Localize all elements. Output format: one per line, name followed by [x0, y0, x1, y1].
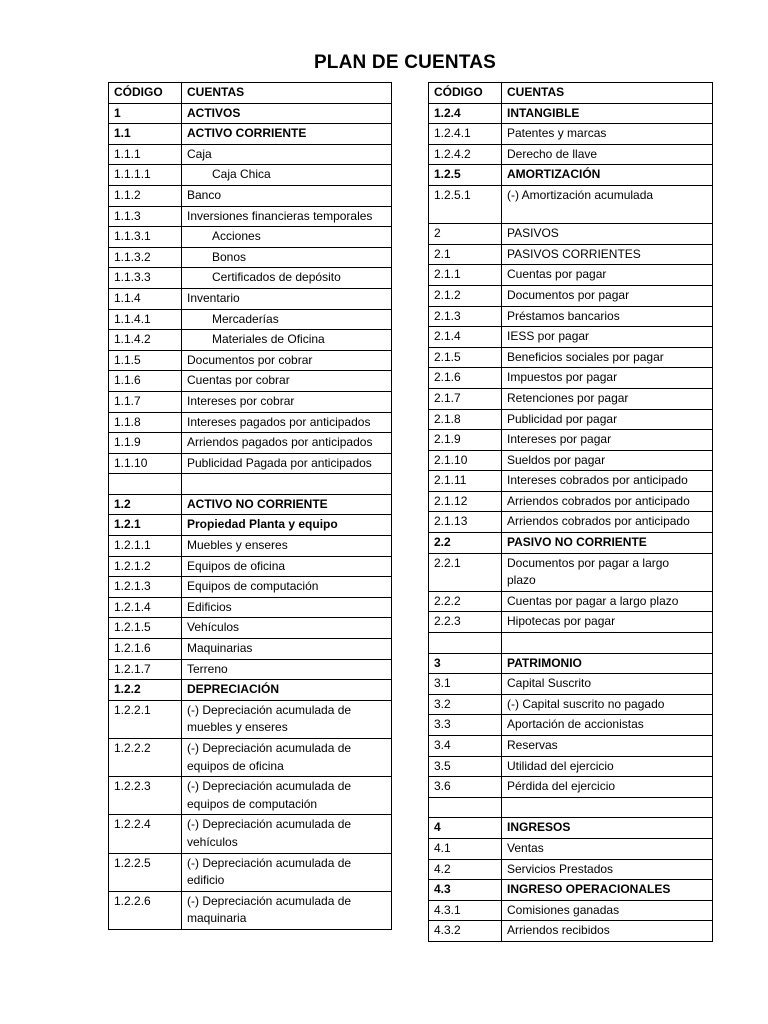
account-header: CUENTAS [182, 83, 392, 104]
table-row [109, 597, 392, 618]
account-name: Certificados de depósito [182, 268, 392, 289]
table-row [429, 471, 713, 492]
account-name [182, 891, 392, 929]
account-code: 1.2.1.7 [109, 659, 182, 680]
account-code: 1.1 [109, 124, 182, 145]
account-name: IESS por pagar [502, 327, 713, 348]
table-header-row [429, 83, 713, 104]
table-row [109, 371, 392, 392]
table-row [429, 103, 713, 124]
account-code: 2.1.5 [429, 347, 502, 368]
account-code: 1.2.2.2 [109, 739, 182, 777]
table-row [429, 409, 713, 430]
table-row [429, 715, 713, 736]
table-row [109, 103, 392, 124]
account-name: Terreno [182, 659, 392, 680]
account-name [182, 853, 392, 891]
table-row [109, 165, 392, 186]
account-name: PASIVOS CORRIENTES [502, 244, 713, 265]
account-code: 2.1.2 [429, 285, 502, 306]
account-code: 1.1.5 [109, 350, 182, 371]
table-row [429, 859, 713, 880]
account-code: 3.3 [429, 715, 502, 736]
table-row [109, 739, 392, 777]
account-code: 1.2.2.6 [109, 891, 182, 929]
account-name: DEPRECIACIÓN [182, 680, 392, 701]
account-name: Cuentas por cobrar [182, 371, 392, 392]
account-name: Ventas [502, 838, 713, 859]
account-name-line: equipos de oficina [187, 758, 284, 773]
account-name-line: maquinaria [187, 911, 247, 926]
account-name-line: muebles y enseres [187, 720, 288, 735]
table-row [429, 327, 713, 348]
account-name: Arriendos cobrados por anticipado [502, 491, 713, 512]
account-code: 2.1.10 [429, 450, 502, 471]
table-row [109, 556, 392, 577]
table-row [429, 185, 713, 223]
account-name: Sueldos por pagar [502, 450, 713, 471]
account-code: 2.2 [429, 533, 502, 554]
account-name-line: plazo [507, 573, 536, 588]
table-row [109, 453, 392, 474]
table-row [109, 891, 392, 929]
account-name: Beneficios sociales por pagar [502, 347, 713, 368]
code-header: CÓDIGO [109, 83, 182, 104]
table-row [429, 653, 713, 674]
account-code: 1.2.1.5 [109, 618, 182, 639]
table-row [429, 838, 713, 859]
table-row [109, 350, 392, 371]
account-code: 2.1.9 [429, 430, 502, 451]
account-name: ACTIVOS [182, 103, 392, 124]
account-name: Servicios Prestados [502, 859, 713, 880]
account-code: 2.1.12 [429, 491, 502, 512]
account-name: Cuentas por pagar a largo plazo [502, 591, 713, 612]
account-name-line [507, 205, 707, 223]
account-code: 1.2.1.6 [109, 639, 182, 660]
account-code: 1 [109, 103, 182, 124]
account-name: Derecho de llave [502, 144, 713, 165]
account-name-line: (-) Depreciación acumulada de [187, 855, 352, 870]
account-name-line: Documentos por pagar a largo [507, 555, 670, 570]
account-name-line: (-) Depreciación acumulada de [187, 741, 352, 755]
account-code [109, 474, 182, 495]
table-row [429, 674, 713, 695]
account-name: PATRIMONIO [502, 653, 713, 674]
account-name: Muebles y enseres [182, 536, 392, 557]
table-row [109, 330, 392, 351]
table-row [109, 777, 392, 815]
account-name: Intereses cobrados por anticipado [502, 471, 713, 492]
account-name: Edificios [182, 597, 392, 618]
account-name: INTANGIBLE [502, 103, 713, 124]
account-header: CUENTAS [502, 83, 713, 104]
account-code: 1.2.1.4 [109, 597, 182, 618]
account-name: PASIVOS [502, 224, 713, 245]
table-row [429, 694, 713, 715]
account-code: 1.1.4.2 [109, 330, 182, 351]
account-name: Préstamos bancarios [502, 306, 713, 327]
table-row [429, 285, 713, 306]
account-name: AMORTIZACIÓN [502, 165, 713, 186]
account-name-line: (-) Depreciación acumulada de [187, 779, 352, 794]
account-name: ACTIVO CORRIENTE [182, 124, 392, 145]
account-code: 1.1.9 [109, 433, 182, 454]
table-row [109, 412, 392, 433]
account-code: 1.2.4 [429, 103, 502, 124]
table-row [429, 756, 713, 777]
account-name: Reservas [502, 736, 713, 757]
account-name: Utilidad del ejercicio [502, 756, 713, 777]
table-row [429, 612, 713, 633]
account-code: 1.1.10 [109, 453, 182, 474]
account-name: Capital Suscrito [502, 674, 713, 695]
account-name: INGRESOS [502, 818, 713, 839]
account-code: 2.1.3 [429, 306, 502, 327]
table-row [109, 659, 392, 680]
account-name [182, 739, 392, 777]
account-code: 1.2 [109, 494, 182, 515]
table-row [109, 124, 392, 145]
table-row [109, 815, 392, 853]
accounts-table-left [108, 82, 392, 930]
code-header: CÓDIGO [429, 83, 502, 104]
account-name: Intereses por cobrar [182, 391, 392, 412]
account-code: 1.2.1 [109, 515, 182, 536]
table-row [109, 680, 392, 701]
page-title: PLAN DE CUENTAS [313, 52, 497, 73]
account-name-line: (-) Depreciación acumulada de [187, 893, 352, 908]
account-name: Publicidad por pagar [502, 409, 713, 430]
table-row [429, 900, 713, 921]
account-name: Retenciones por pagar [502, 388, 713, 409]
account-code: 3.4 [429, 736, 502, 757]
account-code: 4.3.1 [429, 900, 502, 921]
account-code: 1.2.4.2 [429, 144, 502, 165]
table-row [109, 515, 392, 536]
account-name: Aportación de accionistas [502, 715, 713, 736]
account-code: 2.2.3 [429, 612, 502, 633]
account-name: Arriendos pagados por anticipados [182, 433, 392, 454]
table-row [429, 265, 713, 286]
account-name: Equipos de oficina [182, 556, 392, 577]
account-name [502, 553, 713, 591]
table-row [109, 494, 392, 515]
table-row [109, 700, 392, 738]
account-code: 1.1.1 [109, 144, 182, 165]
account-code: 1.1.4.1 [109, 309, 182, 330]
account-code: 1.2.4.1 [429, 124, 502, 145]
table-row [429, 880, 713, 901]
account-code: 1.2.2 [109, 680, 182, 701]
account-code: 2.2.1 [429, 553, 502, 591]
table-row [429, 347, 713, 368]
account-name: Caja Chica [182, 165, 392, 186]
account-name: Intereses por pagar [502, 430, 713, 451]
account-code: 1.1.3.1 [109, 227, 182, 248]
account-name [502, 797, 713, 818]
account-name: Inversiones financieras temporales [182, 206, 392, 227]
table-row [429, 368, 713, 389]
account-name: ACTIVO NO CORRIENTE [182, 494, 392, 515]
table-row [109, 247, 392, 268]
table-row [429, 818, 713, 839]
account-name: Publicidad Pagada por anticipados [182, 453, 392, 474]
account-name-line: (-) Amortización acumulada [507, 187, 654, 202]
account-name: Vehículos [182, 618, 392, 639]
account-name: Patentes y marcas [502, 124, 713, 145]
account-code [429, 797, 502, 818]
account-name-line: (-) Depreciación acumulada de [187, 817, 352, 832]
table-row [109, 853, 392, 891]
account-code: 1.2.2.5 [109, 853, 182, 891]
account-code: 2.1.11 [429, 471, 502, 492]
account-name: Pérdida del ejercicio [502, 777, 713, 798]
account-code: 4.3 [429, 880, 502, 901]
account-name: Banco [182, 185, 392, 206]
account-name-line: edificio [187, 873, 225, 888]
account-name: Impuestos por pagar [502, 368, 713, 389]
table-row [429, 306, 713, 327]
table-row [429, 491, 713, 512]
table-row [109, 309, 392, 330]
account-name [182, 777, 392, 815]
account-code: 2.2.2 [429, 591, 502, 612]
account-code: 1.1.3.2 [109, 247, 182, 268]
table-row [429, 512, 713, 533]
account-code: 1.2.2.1 [109, 700, 182, 738]
account-name: Mercaderías [182, 309, 392, 330]
table-row [109, 577, 392, 598]
account-name [182, 474, 392, 495]
account-code: 1.1.3.3 [109, 268, 182, 289]
account-name: Comisiones ganadas [502, 900, 713, 921]
table-row [429, 244, 713, 265]
table-row [429, 144, 713, 165]
account-code: 1.1.2 [109, 185, 182, 206]
account-name: Equipos de computación [182, 577, 392, 598]
table-header-row [109, 83, 392, 104]
account-name: PASIVO NO CORRIENTE [502, 533, 713, 554]
table-row [429, 165, 713, 186]
table-row [429, 553, 713, 591]
account-name: Documentos por cobrar [182, 350, 392, 371]
account-name: Caja [182, 144, 392, 165]
account-name: (-) Capital suscrito no pagado [502, 694, 713, 715]
account-code: 4.2 [429, 859, 502, 880]
accounts-table-right [428, 82, 713, 942]
account-code: 1.1.4 [109, 288, 182, 309]
account-code [429, 633, 502, 654]
account-code: 2.1 [429, 244, 502, 265]
table-row [429, 797, 713, 818]
account-name: Cuentas por pagar [502, 265, 713, 286]
account-code: 3.5 [429, 756, 502, 777]
table-row [109, 227, 392, 248]
account-code: 2 [429, 224, 502, 245]
table-row [429, 430, 713, 451]
account-name: Arriendos cobrados por anticipado [502, 512, 713, 533]
account-code: 3.1 [429, 674, 502, 695]
account-code: 1.2.1.2 [109, 556, 182, 577]
account-name: Arriendos recibidos [502, 921, 713, 942]
table-row [109, 433, 392, 454]
account-name: Documentos por pagar [502, 285, 713, 306]
account-code: 4.3.2 [429, 921, 502, 942]
account-code: 2.1.13 [429, 512, 502, 533]
account-name: Hipotecas por pagar [502, 612, 713, 633]
account-name: Propiedad Planta y equipo [182, 515, 392, 536]
account-code: 1.2.1.3 [109, 577, 182, 598]
account-name: Maquinarias [182, 639, 392, 660]
account-code: 1.2.2.4 [109, 815, 182, 853]
table-row [109, 144, 392, 165]
account-name: Bonos [182, 247, 392, 268]
table-row [429, 921, 713, 942]
account-name: Intereses pagados por anticipados [182, 412, 392, 433]
account-code: 1.2.2.3 [109, 777, 182, 815]
account-name [182, 700, 392, 738]
table-row [109, 206, 392, 227]
account-code: 2.1.7 [429, 388, 502, 409]
table-row [109, 474, 392, 495]
account-code: 1.1.1.1 [109, 165, 182, 186]
table-row [429, 124, 713, 145]
table-row [429, 224, 713, 245]
account-code: 3 [429, 653, 502, 674]
account-name [182, 815, 392, 853]
account-code: 3.6 [429, 777, 502, 798]
table-row [429, 633, 713, 654]
account-code: 1.1.3 [109, 206, 182, 227]
table-row [429, 388, 713, 409]
account-name-line: vehículos [187, 834, 238, 849]
account-name: Materiales de Oficina [182, 330, 392, 351]
account-code: 2.1.6 [429, 368, 502, 389]
table-row [429, 777, 713, 798]
account-code: 2.1.1 [429, 265, 502, 286]
account-name-line: equipos de computación [187, 796, 318, 811]
table-row [109, 391, 392, 412]
table-row [109, 288, 392, 309]
table-row [109, 618, 392, 639]
account-code: 2.1.8 [429, 409, 502, 430]
table-row [429, 736, 713, 757]
account-name [502, 633, 713, 654]
account-name-line: (-) Depreciación acumulada de [187, 702, 352, 717]
table-row [109, 536, 392, 557]
account-code: 4.1 [429, 838, 502, 859]
table-row [109, 639, 392, 660]
account-code: 1.1.8 [109, 412, 182, 433]
account-name: INGRESO OPERACIONALES [502, 880, 713, 901]
table-row [109, 185, 392, 206]
account-name [502, 185, 713, 223]
table-row [429, 591, 713, 612]
account-code: 4 [429, 818, 502, 839]
account-name: Inventario [182, 288, 392, 309]
account-code: 1.1.6 [109, 371, 182, 392]
account-code: 3.2 [429, 694, 502, 715]
account-name: Acciones [182, 227, 392, 248]
table-row [429, 450, 713, 471]
account-code: 1.1.7 [109, 391, 182, 412]
account-code: 1.2.5 [429, 165, 502, 186]
account-code: 2.1.4 [429, 327, 502, 348]
table-row [109, 268, 392, 289]
account-code: 1.2.1.1 [109, 536, 182, 557]
table-row [429, 533, 713, 554]
account-code: 1.2.5.1 [429, 185, 502, 223]
